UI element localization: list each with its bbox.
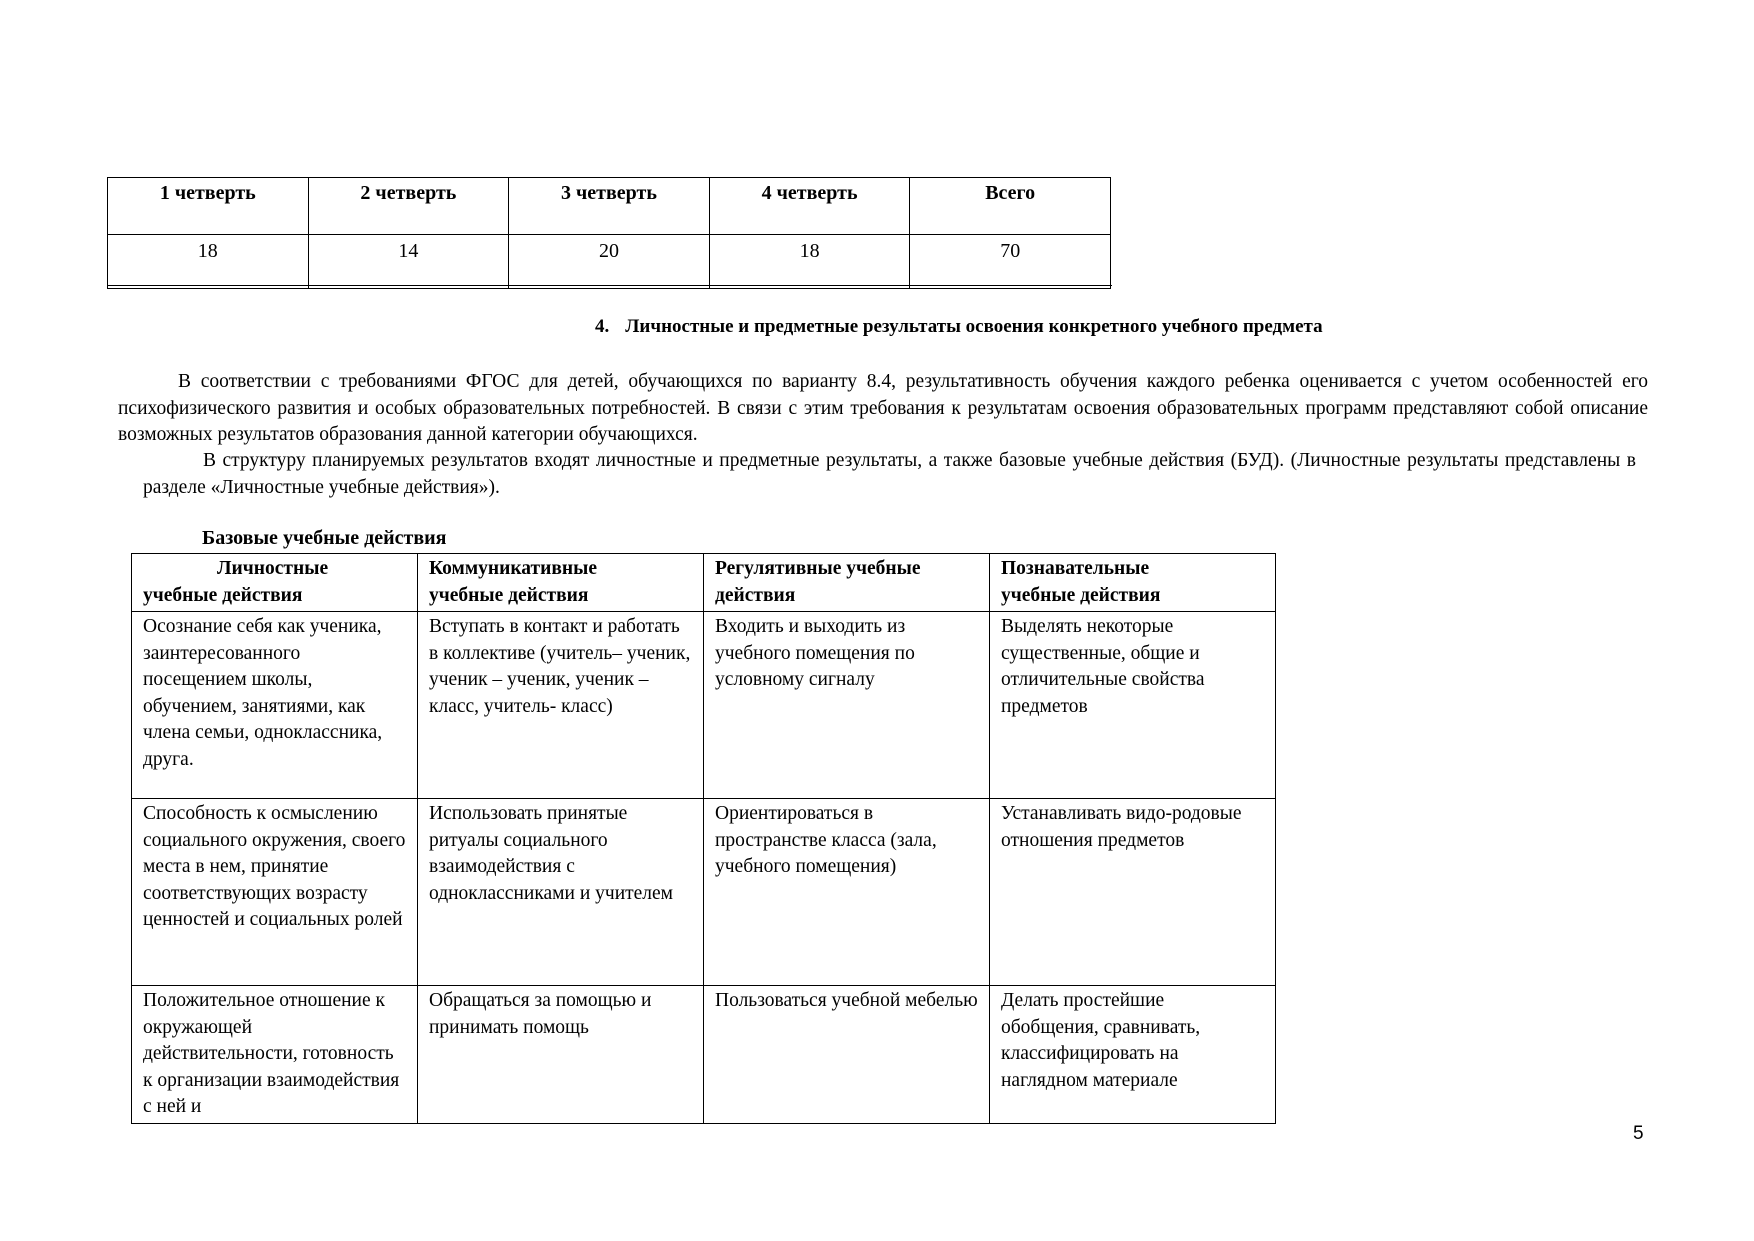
cell-cognitive: Делать простейшие обобщения, сравнивать, классифицировать на наглядном материале [990, 986, 1276, 1124]
cell-cognitive: Устанавливать видо-родовые отношения предметов [990, 799, 1276, 986]
table-row [108, 235, 1111, 289]
cell-communicative: Обращаться за помощью и принимать помощь [418, 986, 704, 1124]
header-total: Всего [910, 178, 1111, 235]
cell-communicative: Использовать принятые ритуалы социального взаимодействия с одноклассниками и учителем [418, 799, 704, 986]
header-line: Личностные [217, 558, 329, 579]
cell-communicative: Вступать в контакт и работать в коллективе (учитель– ученик, ученик – ученик, ученик – класс, учитель- класс) [418, 612, 704, 799]
section-number: 4. [595, 316, 610, 337]
bud-table-title: Базовые учебные действия [202, 527, 447, 549]
table-row [132, 799, 1276, 986]
section-title: Личностные и предметные результаты освоения конкретного учебного предмета [625, 316, 1323, 337]
value-total: 70 [910, 235, 1111, 289]
header-line: действия [715, 584, 796, 606]
paragraph-structure: В структуру планируемых результатов входят личностные и предметные результаты, а также базовые учебные действия (БУД). (Личностные результаты представлены в разделе «Личностные учебные действия»). [143, 450, 1636, 498]
cell-personal: Осознание себя как ученика, заинтересованного посещением школы, обучением, занятиями, как члена семьи, одноклассника, друга. [132, 612, 418, 799]
header-q4: 4 четверть [709, 178, 910, 235]
basic-learning-actions-table [131, 553, 1276, 1124]
table-header-row [132, 554, 1276, 612]
header-line: Познавательные [1001, 558, 1150, 579]
table-bottom-rule [107, 285, 1112, 286]
header-regulatory [704, 554, 990, 612]
header-q2: 2 четверть [308, 178, 509, 235]
cell-cognitive: Выделять некоторые существенные, общие и отличительные свойства предметов [990, 612, 1276, 799]
header-line: Регулятивные учебные [715, 558, 921, 579]
section-heading [595, 316, 1323, 338]
header-cognitive [990, 554, 1276, 612]
value-q4: 18 [709, 235, 910, 289]
table-row [132, 986, 1276, 1124]
paragraph-requirements: В соответствии с требованиями ФГОС для детей, обучающихся по варианту 8.4, результативность обучения каждого ребенка оценивается с учетом особенностей его психофизического развития и особых образовательных потребностей. В связи с этим требования к результатам освоения образовательных программ представляют собой описание возможных результатов образования данной категории обучающихся. [118, 371, 1648, 445]
header-q1: 1 четверть [108, 178, 309, 235]
cell-regulatory: Ориентироваться в пространстве класса (зала, учебного помещения) [704, 799, 990, 986]
header-communicative [418, 554, 704, 612]
hours-by-quarter-table [107, 177, 1111, 289]
header-line: учебные действия [1001, 584, 1161, 606]
header-line: учебные действия [143, 584, 303, 606]
cell-regulatory: Входить и выходить из учебного помещения по условному сигналу [704, 612, 990, 799]
table-row [132, 612, 1276, 799]
header-q3: 3 четверть [509, 178, 710, 235]
page-number: 5 [1633, 1123, 1644, 1144]
header-personal [132, 554, 418, 612]
value-q1: 18 [108, 235, 309, 289]
cell-personal: Положительное отношение к окружающей действительности, готовность к организации взаимодействия с ней и [132, 986, 418, 1124]
header-line: учебные действия [429, 584, 589, 606]
cell-personal: Способность к осмыслению социального окружения, своего места в нем, принятие соответствующих возрасту ценностей и социальных ролей [132, 799, 418, 986]
table-header-row [108, 178, 1111, 235]
header-line: Коммуникативные [429, 558, 597, 579]
cell-regulatory: Пользоваться учебной мебелью [704, 986, 990, 1124]
value-q3: 20 [509, 235, 710, 289]
value-q2: 14 [308, 235, 509, 289]
